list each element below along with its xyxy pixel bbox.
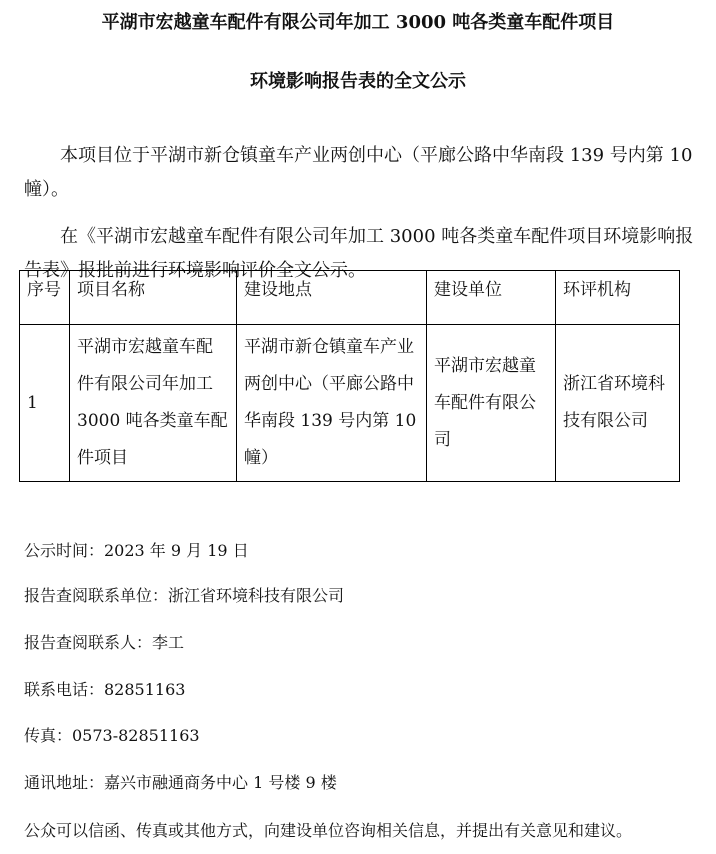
cell-eia-agency: 浙江省环境科技有限公司 — [556, 325, 680, 482]
publicity-paragraph: 在《平湖市宏越童车配件有限公司年加工 3000 吨各类童车配件项目环境影响报告表》报批前进行环境影响评价全文公示。 — [24, 226, 694, 281]
document-title-line1: 平湖市宏越童车配件有限公司年加工 3000 吨各类童车配件项目 — [101, 12, 615, 33]
mailing-address: 通讯地址：嘉兴市融通商务中心 1 号楼 9 楼 — [24, 773, 337, 792]
cell-construction-unit: 平湖市宏越童车配件有限公司 — [427, 325, 556, 482]
contact-unit: 报告查阅联系单位：浙江省环境科技有限公司 — [24, 586, 345, 605]
table-header-row — [20, 271, 680, 325]
publicity-time: 公示时间：2023 年 9 月 19 日 — [24, 541, 249, 560]
contact-fax: 传真：0573-82851163 — [24, 726, 200, 745]
header-project-name: 项目名称 — [70, 271, 237, 325]
cell-construction-location: 平湖市新仓镇童车产业两创中心（平廊公路中华南段 139 号内第 10 幢） — [237, 325, 427, 482]
contact-phone: 联系电话：82851163 — [24, 680, 186, 699]
location-paragraph: 本项目位于平湖市新仓镇童车产业两创中心（平廊公路中华南段 139 号内第 10 幢）。 — [24, 145, 693, 200]
header-construction-unit: 建设单位 — [427, 271, 556, 325]
contact-person: 报告查阅联系人：李工 — [24, 633, 185, 652]
header-construction-location: 建设地点 — [237, 271, 427, 325]
header-eia-agency: 环评机构 — [556, 271, 680, 325]
cell-project-name: 平湖市宏越童车配件有限公司年加工 3000 吨各类童车配件项目 — [70, 325, 237, 482]
header-serial-number: 序号 — [20, 271, 70, 325]
table-row — [20, 325, 680, 482]
project-table — [19, 270, 680, 482]
cell-serial-number: 1 — [20, 325, 70, 482]
public-comment-notice: 公众可以信函、传真或其他方式，向建设单位咨询相关信息，并提出有关意见和建议。 — [24, 821, 633, 840]
document-title-line2: 环境影响报告表的全文公示 — [250, 71, 466, 92]
